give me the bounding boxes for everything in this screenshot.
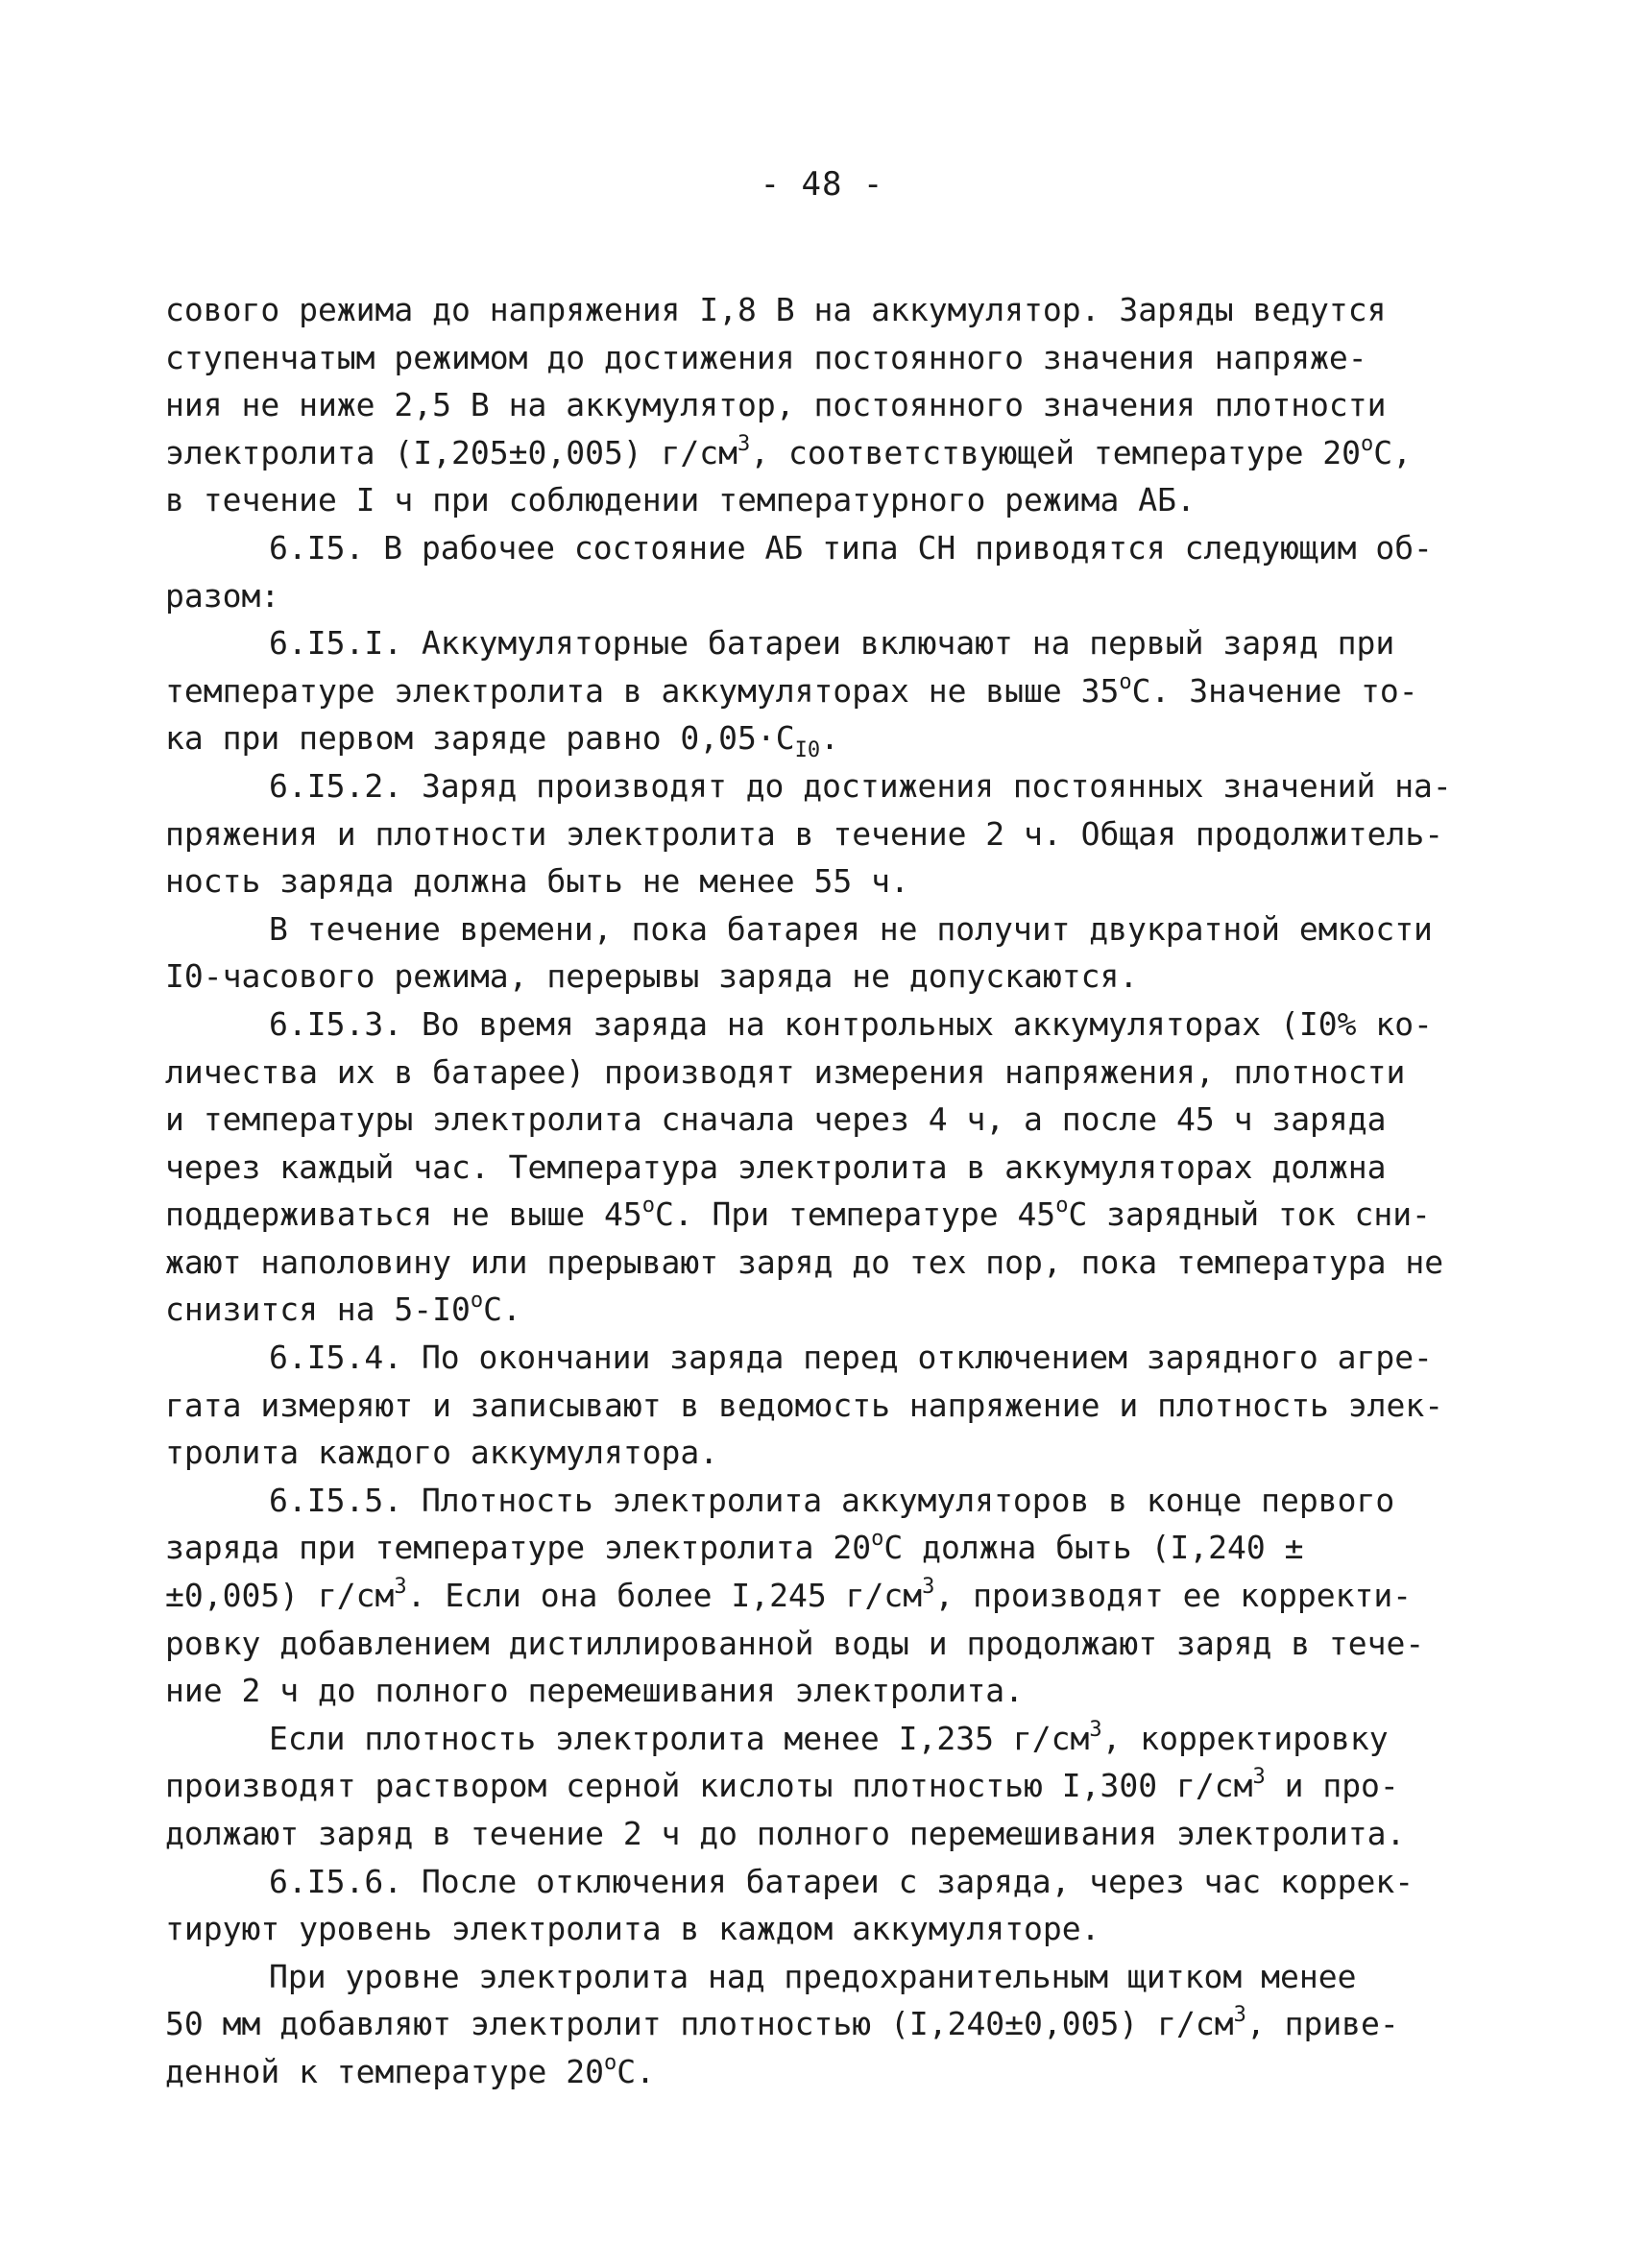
text-run: С. <box>483 1291 521 1329</box>
text-run: С. Значение то- <box>1131 671 1418 710</box>
text-run: заряда при температуре электролита 20 <box>165 1529 872 1567</box>
text-run: С. <box>616 2052 655 2090</box>
text-line <box>165 286 1490 334</box>
text-line <box>165 1858 1490 1906</box>
text-line <box>165 1382 1490 1430</box>
text-run: С должна быть (I,240 ± <box>883 1529 1304 1567</box>
text-run: пряжения и плотности электролита в течение 2 ч. Общая продолжитель- <box>165 814 1444 853</box>
text-run: должают заряд в течение 2 ч до полного перемешивания электролита. <box>165 1815 1406 1852</box>
text-run: В течение времени, пока батарея не получит двукратной емкости <box>269 909 1433 948</box>
page-number: - 48 - <box>760 165 884 204</box>
text-line <box>165 762 1490 810</box>
text-run: 6.I5.2. Заряд производят до достижения постоянных значений на- <box>269 766 1452 805</box>
text-line <box>165 1715 1490 1763</box>
text-run: тируют уровень электролита в каждом аккумуляторе. <box>165 1910 1100 1948</box>
text-line <box>165 429 1490 477</box>
text-run: 50 мм добавляют электролит плотностью (I,240±0,005) г/см <box>165 2005 1234 2043</box>
text-run: , производят ее корректи- <box>934 1577 1413 1615</box>
superscript: о <box>1119 669 1132 694</box>
text-line <box>165 2000 1490 2048</box>
text-line <box>165 1191 1490 1239</box>
superscript: 3 <box>1252 1765 1266 1790</box>
text-run: ка при первом заряде равно 0,05·С <box>165 719 795 758</box>
text-line <box>165 524 1490 572</box>
text-line <box>165 1049 1490 1097</box>
superscript: 3 <box>922 1575 935 1600</box>
text-line <box>165 1477 1490 1525</box>
text-run: ние 2 ч до полного перемешивания электролита. <box>165 1672 1025 1710</box>
text-run: С зарядный ток сни- <box>1068 1195 1431 1234</box>
text-run: 6.I5.3. Во время заряда на контрольных аккумуляторах (I0% ко- <box>269 1004 1433 1043</box>
text-run: жают наполовину или прерывают заряд до тех пор, пока температура не <box>165 1243 1444 1281</box>
superscript: о <box>470 1289 484 1314</box>
text-line <box>165 1144 1490 1192</box>
text-run: личества их в батарее) производят измерения напряжения, плотности <box>165 1052 1406 1091</box>
text-line <box>165 857 1490 905</box>
document-body <box>165 286 1490 2096</box>
text-run: ±0,005) г/см <box>165 1577 395 1615</box>
text-run: поддерживаться не выше 45 <box>165 1195 642 1234</box>
text-line <box>165 1334 1490 1382</box>
text-line <box>165 2048 1490 2096</box>
text-run: С, <box>1373 433 1413 471</box>
text-run: 6.I5.5. Плотность электролита аккумуляторов в конце первого <box>269 1481 1395 1519</box>
text-run: ступенчатым режимом до достижения постоянного значения напряже- <box>165 338 1367 376</box>
text-line <box>165 476 1490 524</box>
text-line <box>165 1572 1490 1620</box>
text-line <box>165 1239 1490 1287</box>
text-run: производят раствором серной кислоты плотностью I,300 г/см <box>165 1767 1253 1805</box>
text-line <box>165 1001 1490 1049</box>
text-run: ния не ниже 2,5 В на аккумулятор, постоянного значения плотности <box>165 386 1387 424</box>
text-line <box>165 1762 1490 1810</box>
text-run: , соответствующей температуре 20 <box>750 433 1362 471</box>
text-run: 6.I5. В рабочее состояние АБ типа СН приводятся следующим об- <box>269 528 1433 567</box>
text-line <box>165 1953 1490 2001</box>
superscript: 3 <box>394 1575 407 1600</box>
text-line <box>165 1810 1490 1858</box>
text-run: через каждый час. Температура электролита в аккумуляторах должна <box>165 1147 1387 1186</box>
text-run: и температуры электролита сначала через 4 ч, а после 45 ч заряда <box>165 1100 1387 1139</box>
text-run: . Если она более I,245 г/см <box>406 1577 923 1615</box>
text-run: разом: <box>165 576 280 615</box>
text-run: сового режима до напряжения I,8 В на аккумулятор. Заряды ведутся <box>165 291 1387 328</box>
text-line <box>165 619 1490 667</box>
subscript: I0 <box>794 738 821 763</box>
text-run: гата измеряют и записывают в ведомость напряжение и плотность элек- <box>165 1386 1444 1424</box>
text-run: 6.I5.I. Аккумуляторные батареи включают на первый заряд при <box>269 624 1395 663</box>
text-line <box>165 1667 1490 1715</box>
text-line <box>165 381 1490 429</box>
text-line <box>165 1524 1490 1572</box>
text-line <box>165 714 1490 762</box>
text-line <box>165 1905 1490 1953</box>
text-line <box>165 1096 1490 1144</box>
text-run: тролита каждого аккумулятора. <box>165 1434 719 1472</box>
text-run: , приве- <box>1245 2005 1399 2043</box>
superscript: о <box>871 1527 884 1552</box>
text-run: . <box>820 719 840 758</box>
text-line <box>165 572 1490 620</box>
text-line <box>165 953 1490 1001</box>
text-run: 6.I5.6. После отключения батареи с заряда, через час коррек- <box>269 1862 1414 1900</box>
superscript: о <box>1055 1194 1069 1218</box>
text-line <box>165 1286 1490 1334</box>
text-line <box>165 334 1490 382</box>
text-run: , корректировку <box>1101 1719 1389 1757</box>
text-run: ровку добавлением дистиллированной воды и продолжают заряд в тече- <box>165 1624 1425 1662</box>
text-run: в течение I ч при соблюдении температурного режима АБ. <box>165 481 1196 519</box>
superscript: 3 <box>1089 1717 1102 1742</box>
text-line <box>165 1429 1490 1477</box>
text-line <box>165 905 1490 953</box>
text-line <box>165 1620 1490 1668</box>
text-run: и про- <box>1265 1767 1399 1805</box>
text-line <box>165 667 1490 715</box>
text-run: Если плотность электролита менее I,235 г/см <box>269 1719 1090 1757</box>
text-run: температуре электролита в аккумуляторах не выше 35 <box>165 671 1120 710</box>
superscript: о <box>603 2050 617 2075</box>
superscript: 3 <box>737 431 751 456</box>
text-run: При уровне электролита над предохранительным щитком менее <box>269 1957 1357 1995</box>
text-run: ность заряда должна быть не менее 55 ч. <box>165 862 909 901</box>
text-run: I0-часового режима, перерывы заряда не допускаются. <box>165 957 1139 996</box>
superscript: о <box>641 1194 655 1218</box>
superscript: о <box>1361 431 1374 456</box>
text-run: электролита (I,205±0,005) г/см <box>165 433 738 471</box>
text-line <box>165 810 1490 858</box>
superscript: 3 <box>1233 2003 1246 2028</box>
text-run: 6.I5.4. По окончании заряда перед отключением зарядного агре- <box>269 1339 1433 1377</box>
text-run: денной к температуре 20 <box>165 2052 604 2090</box>
text-run: снизится на 5-I0 <box>165 1291 471 1329</box>
text-run: С. При температуре 45 <box>654 1195 1056 1234</box>
